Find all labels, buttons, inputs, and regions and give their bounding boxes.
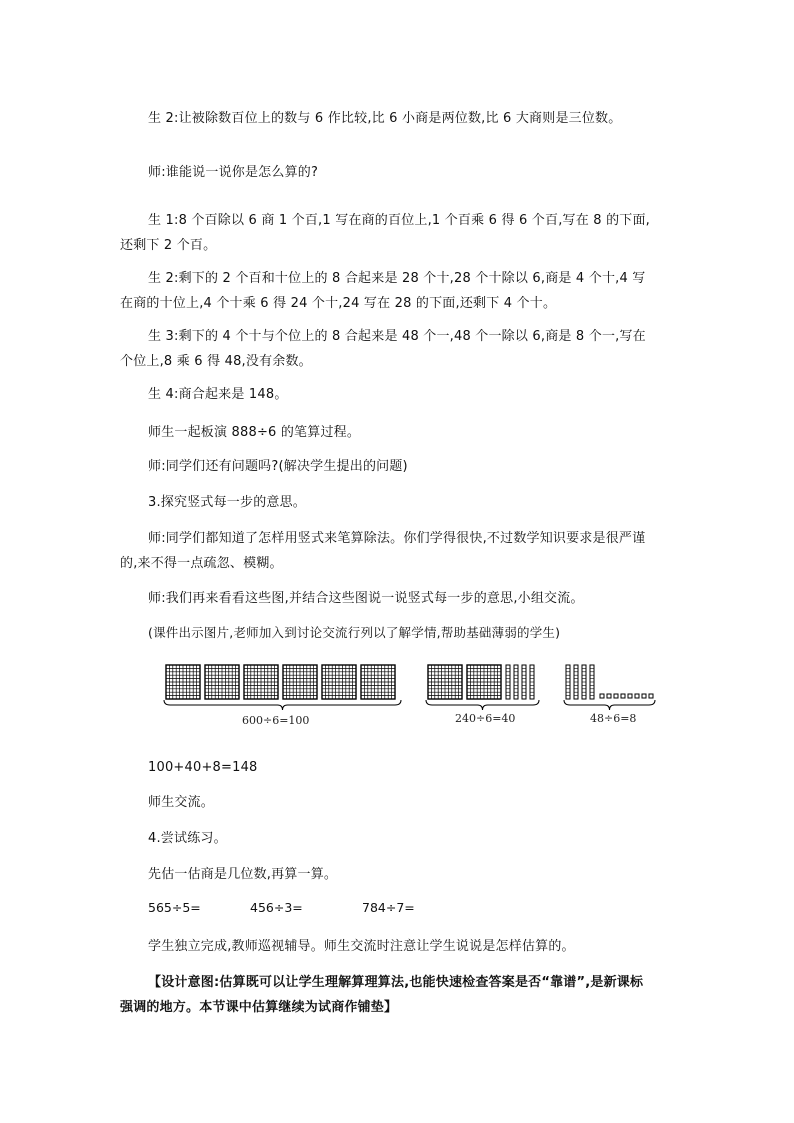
ten-rod (514, 665, 518, 699)
one-cube (635, 694, 639, 698)
hundred-block (166, 665, 200, 699)
hundred-block (244, 665, 278, 699)
section-heading: 4.尝试练习。 (148, 831, 227, 846)
one-cube (642, 694, 646, 698)
exercise-item: 784÷7= (362, 900, 415, 915)
hundred-block (361, 665, 395, 699)
paragraph: 师:谁能说一说你是怎么算的? (148, 165, 319, 180)
place-value-figure (160, 660, 660, 730)
paragraph: 生 2:剩下的 2 个百和十位上的 8 合起来是 28 个十,28 个十除以 6,商是 4 个十,4 写在商的十位上,4 个十乘 6 得 24 个十,24 写在 28 的下面,还剩下 4 个十。 (120, 271, 646, 311)
figure-caption: 600÷6=100 (242, 714, 310, 727)
group-brace (564, 700, 655, 710)
paragraph: 师:同学们还有问题吗?(解决学生提出的问题) (148, 459, 408, 474)
figure-caption: 240÷6=40 (455, 712, 516, 725)
exercise-row (148, 900, 568, 922)
ten-rod (522, 665, 526, 699)
one-cube (600, 694, 604, 698)
one-cube (621, 694, 625, 698)
ten-rod (506, 665, 510, 699)
figure-caption: 48÷6=8 (590, 712, 637, 725)
ten-rod (582, 665, 586, 699)
paragraph: (课件出示图片,老师加入到讨论交流行列以了解学情,帮助基础薄弱的学生) (148, 625, 561, 640)
design-intent-note: 【设计意图:估算既可以让学生理解算理算法,也能快速检查答案是否“靠谱”,是新课标强调的地方。本节课中估算继续为试商作铺垫】 (120, 975, 644, 1015)
paragraph: 生 3:剩下的 4 个十与个位上的 8 合起来是 48 个一,48 个一除以 6,商是 8 个一,写在个位上,8 乘 6 得 48,没有余数。 (120, 329, 646, 369)
ten-rod (590, 665, 594, 699)
one-cube (607, 694, 611, 698)
paragraph: 师生交流。 (148, 795, 215, 810)
ten-rod (530, 665, 534, 699)
paragraph: 生 4:商合起来是 148。 (148, 387, 288, 402)
section-heading: 3.探究竖式每一步的意思。 (148, 495, 307, 510)
paragraph: 师:我们再来看看这些图,并结合这些图说一说竖式每一步的意思,小组交流。 (148, 591, 584, 606)
group-brace (164, 700, 401, 710)
base-ten-blocks (160, 660, 660, 730)
group-brace (426, 700, 539, 710)
paragraph: 学生独立完成,教师巡视辅导。师生交流时注意让学生说说是怎样估算的。 (148, 939, 575, 954)
ten-rod (566, 665, 570, 699)
exercise-item: 565÷5= (148, 900, 201, 915)
hundred-block (205, 665, 239, 699)
one-cube (614, 694, 618, 698)
exercise-item: 456÷3= (250, 900, 303, 915)
hundred-block (283, 665, 317, 699)
equation: 100+40+8=148 (148, 760, 258, 775)
hundred-block (322, 665, 356, 699)
hundred-block (467, 665, 501, 699)
paragraph: 师:同学们都知道了怎样用竖式来笔算除法。你们学得很快,不过数学知识要求是很严谨的,来不得一点疏忽、模糊。 (120, 531, 646, 571)
one-cube (649, 694, 653, 698)
paragraph: 师生一起板演 888÷6 的笔算过程。 (148, 425, 361, 440)
paragraph: 生 2:让被除数百位上的数与 6 作比较,比 6 小商是两位数,比 6 大商则是三位数。 (148, 111, 622, 126)
one-cube (628, 694, 632, 698)
paragraph: 先估一估商是几位数,再算一算。 (148, 867, 338, 882)
hundred-block (428, 665, 462, 699)
paragraph: 生 1:8 个百除以 6 商 1 个百,1 写在商的百位上,1 个百乘 6 得 6 个百,写在 8 的下面,还剩下 2 个百。 (120, 213, 651, 253)
ten-rod (574, 665, 578, 699)
